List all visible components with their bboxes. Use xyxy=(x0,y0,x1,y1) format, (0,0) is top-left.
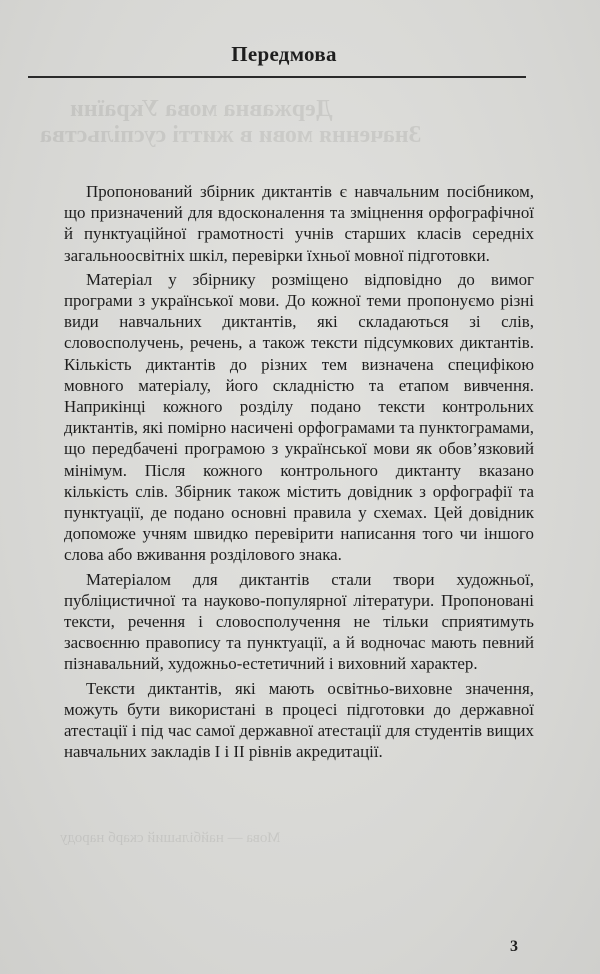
page-title: Передмова xyxy=(231,42,337,66)
show-through-decoration: Державна мова України xyxy=(70,96,333,122)
show-through-decoration: Мова — найбільший скарб народу xyxy=(60,830,281,846)
paragraph: Пропонований збірник диктантів є навчальним посібником, що призначений для вдосконалення та зміцнення орфографічної й пунктуаційної грамотності учнів старших класів середніх загальноосвітніх шкіл, перевірки їхньої мовної підготовки. xyxy=(64,182,534,265)
preface-text xyxy=(64,181,534,765)
page-number: 3 xyxy=(510,938,518,955)
chapter-header xyxy=(28,40,526,78)
paragraph: Матеріалом для диктантів стали твори художньої, публіцистичної та науково-популярної літератури. Пропоновані тексти, речення і словосполучення не тільки сприятимуть засвоєнню правопису та пунктуації, а й водночас мають певний пізнавальний, художньо-естетичний і виховний характер. xyxy=(64,569,534,674)
paragraph: Тексти диктантів, які мають освітньо-виховне значення, можуть бути використані в процесі підготовки до державної атестації і під час самої державної атестації для студентів вищих навчальних закладів І і ІІ рівнів акредитації. xyxy=(64,678,534,762)
title-underline xyxy=(28,76,526,78)
show-through-decoration: Значення мови в житті суспільства xyxy=(40,122,422,148)
paragraph: Матеріал у збірнику розміщено відповідно до вимог програми з української мови. До кожної теми пропонуємо різні види навчальних диктантів, які складаються зі слів, словосполучень, речень, а також тексти підсумкових диктантів. Кількість диктантів до різних тем визначена специфікою мовного матеріалу, його складністю та етапом вивчення. Наприкінці кожного розділу подано тексти контрольних диктантів, які помірно насичені орфограмами та пунктограмами, що передбачені програмою з української мови як обов’язковий мінімум. Після кожного контрольного диктанту вказано кількість слів. Збірник також містить довідник з орфографії та пунктуації, де подано основні правила у схемах. Цей довідник допоможе учням швидко перевірити написання того чи іншого слова або вживання розділового знака. xyxy=(64,269,534,565)
